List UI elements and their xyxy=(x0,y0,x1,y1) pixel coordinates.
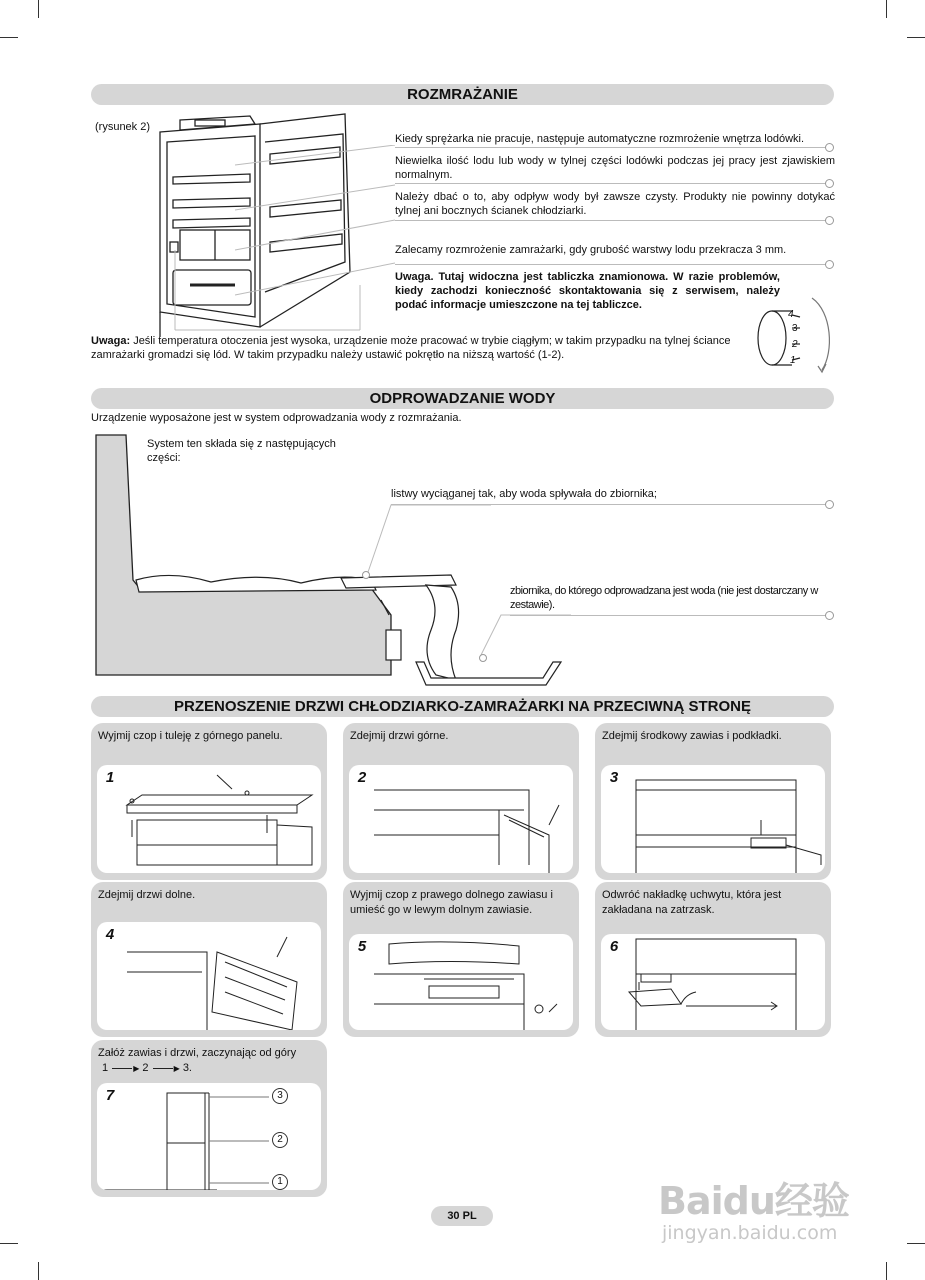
step-3-illustration xyxy=(601,765,825,873)
drainage-part-tank: zbiornika, do którego odprowadzana jest woda (nie jest dostarczany w zestawie). xyxy=(510,585,818,611)
step-image-6 xyxy=(601,934,825,1030)
step-card-1 xyxy=(91,723,327,880)
warning-label: Uwaga: xyxy=(91,335,131,347)
step-card-6 xyxy=(595,882,831,1037)
defrost-title: ROZMRAŻANIE xyxy=(91,84,834,105)
step-7-sequence: 1 ▶ 2 ▶ 3. xyxy=(102,1062,192,1074)
hinge-label-3: 3 xyxy=(272,1088,288,1104)
step-number-7: 7 xyxy=(101,1087,119,1105)
step-card-7 xyxy=(91,1040,327,1197)
figure-label: (rysunek 2) xyxy=(95,121,151,133)
drainage-parts-intro: System ten składa się z następujących części: xyxy=(147,438,336,464)
step-7-title: Załóż zawias i drzwi, zaczynając od góry xyxy=(98,1047,297,1059)
step-number-2: 2 xyxy=(353,769,371,787)
drainage-title: ODPROWADZANIE WODY xyxy=(91,388,834,409)
step-text-7 xyxy=(98,1046,323,1076)
step-2-illustration xyxy=(349,765,573,873)
step-card-5 xyxy=(343,882,579,1037)
step-card-4 xyxy=(91,882,327,1037)
defrost-note-2: Niewielka ilość lodu lub wody w tylnej części lodówki podczas jej pracy jest zjawiskiem normalnym. xyxy=(395,155,835,181)
dial-mark-3: 3 xyxy=(792,323,798,334)
step-card-2 xyxy=(343,723,579,880)
dial-mark-1: 1 xyxy=(790,355,796,366)
step-text-3: Zdejmij środkowy zawias i podkładki. xyxy=(602,730,782,742)
defrost-note-1: Kiedy sprężarka nie pracuje, następuje automatyczne rozmrożenie wnętrza lodówki. xyxy=(395,133,805,145)
step-text-4: Zdejmij drzwi dolne. xyxy=(98,889,196,901)
step-number-4: 4 xyxy=(101,926,119,944)
door-reversal-title: PRZENOSZENIE DRZWI CHŁODZIARKO-ZAMRAŻARKI NA PRZECIWNĄ STRONĘ xyxy=(91,696,834,717)
watermark-brand: Baidu经验 xyxy=(658,1179,849,1223)
drainage-diagram xyxy=(91,430,591,690)
rating-plate-note: Uwaga. Tutaj widoczna jest tabliczka znamionowa. W razie problemów, kiedy zachodzi konieczność skontaktowania się z serwisem, należy podać informacje umieszczone na tej tabliczce. xyxy=(395,271,780,311)
step-image-3 xyxy=(601,765,825,873)
step-1-illustration xyxy=(97,765,321,873)
step-image-5 xyxy=(349,934,573,1030)
hinge-label-2: 2 xyxy=(272,1132,288,1148)
drainage-intro: Urządzenie wyposażone jest w system odprowadzania wody z rozmrażania. xyxy=(91,412,462,424)
step-5-illustration xyxy=(349,934,573,1030)
step-4-illustration xyxy=(97,922,321,1030)
page-number: 30 PL xyxy=(431,1206,493,1226)
step-6-illustration xyxy=(601,934,825,1030)
step-card-3 xyxy=(595,723,831,880)
step-image-4 xyxy=(97,922,321,1030)
step-number-3: 3 xyxy=(605,769,623,787)
step-text-6: Odwróć nakładkę uchwytu, która jest zakładana na zatrzask. xyxy=(602,889,782,916)
step-image-1 xyxy=(97,765,321,873)
step-text-2: Zdejmij drzwi górne. xyxy=(350,730,449,742)
drainage-part-strip: listwy wyciąganej tak, aby woda spływała do zbiornika; xyxy=(391,488,657,500)
defrost-note-3: Należy dbać o to, aby odpływ wody był zawsze czysty. Produkty nie powinny dotykać tylnej ani bocznych ścianek chłodziarki. xyxy=(395,191,835,217)
dial-mark-4: 4 xyxy=(788,309,794,320)
step-number-1: 1 xyxy=(101,769,119,787)
defrost-note-4: Zalecamy rozmrożenie zamrażarki, gdy grubość warstwy lodu przekracza 3 mm. xyxy=(395,244,787,256)
step-number-6: 6 xyxy=(605,938,623,956)
step-number-5: 5 xyxy=(353,938,371,956)
step-text-1: Wyjmij czop i tuleję z górnego panelu. xyxy=(98,730,283,742)
warning-text: Jeśli temperatura otoczenia jest wysoka, urządzenie może pracować w trybie ciągłym; w takim przypadku na tylnej ściance zamrażarki gromadzi się lód. W takim przypadku należy ustawić pokrętło na niższą wartość (1-2). xyxy=(91,335,731,361)
step-text-5: Wyjmij czop z prawego dolnego zawiasu i umieść go w lewym dolnym zawiasie. xyxy=(350,889,553,916)
hinge-label-1: 1 xyxy=(272,1174,288,1190)
defrost-warning xyxy=(91,334,751,362)
step-image-7 xyxy=(97,1083,321,1190)
step-image-2 xyxy=(349,765,573,873)
watermark-url: jingyan.baidu.com xyxy=(662,1222,838,1244)
dial-mark-2: 2 xyxy=(792,339,798,350)
